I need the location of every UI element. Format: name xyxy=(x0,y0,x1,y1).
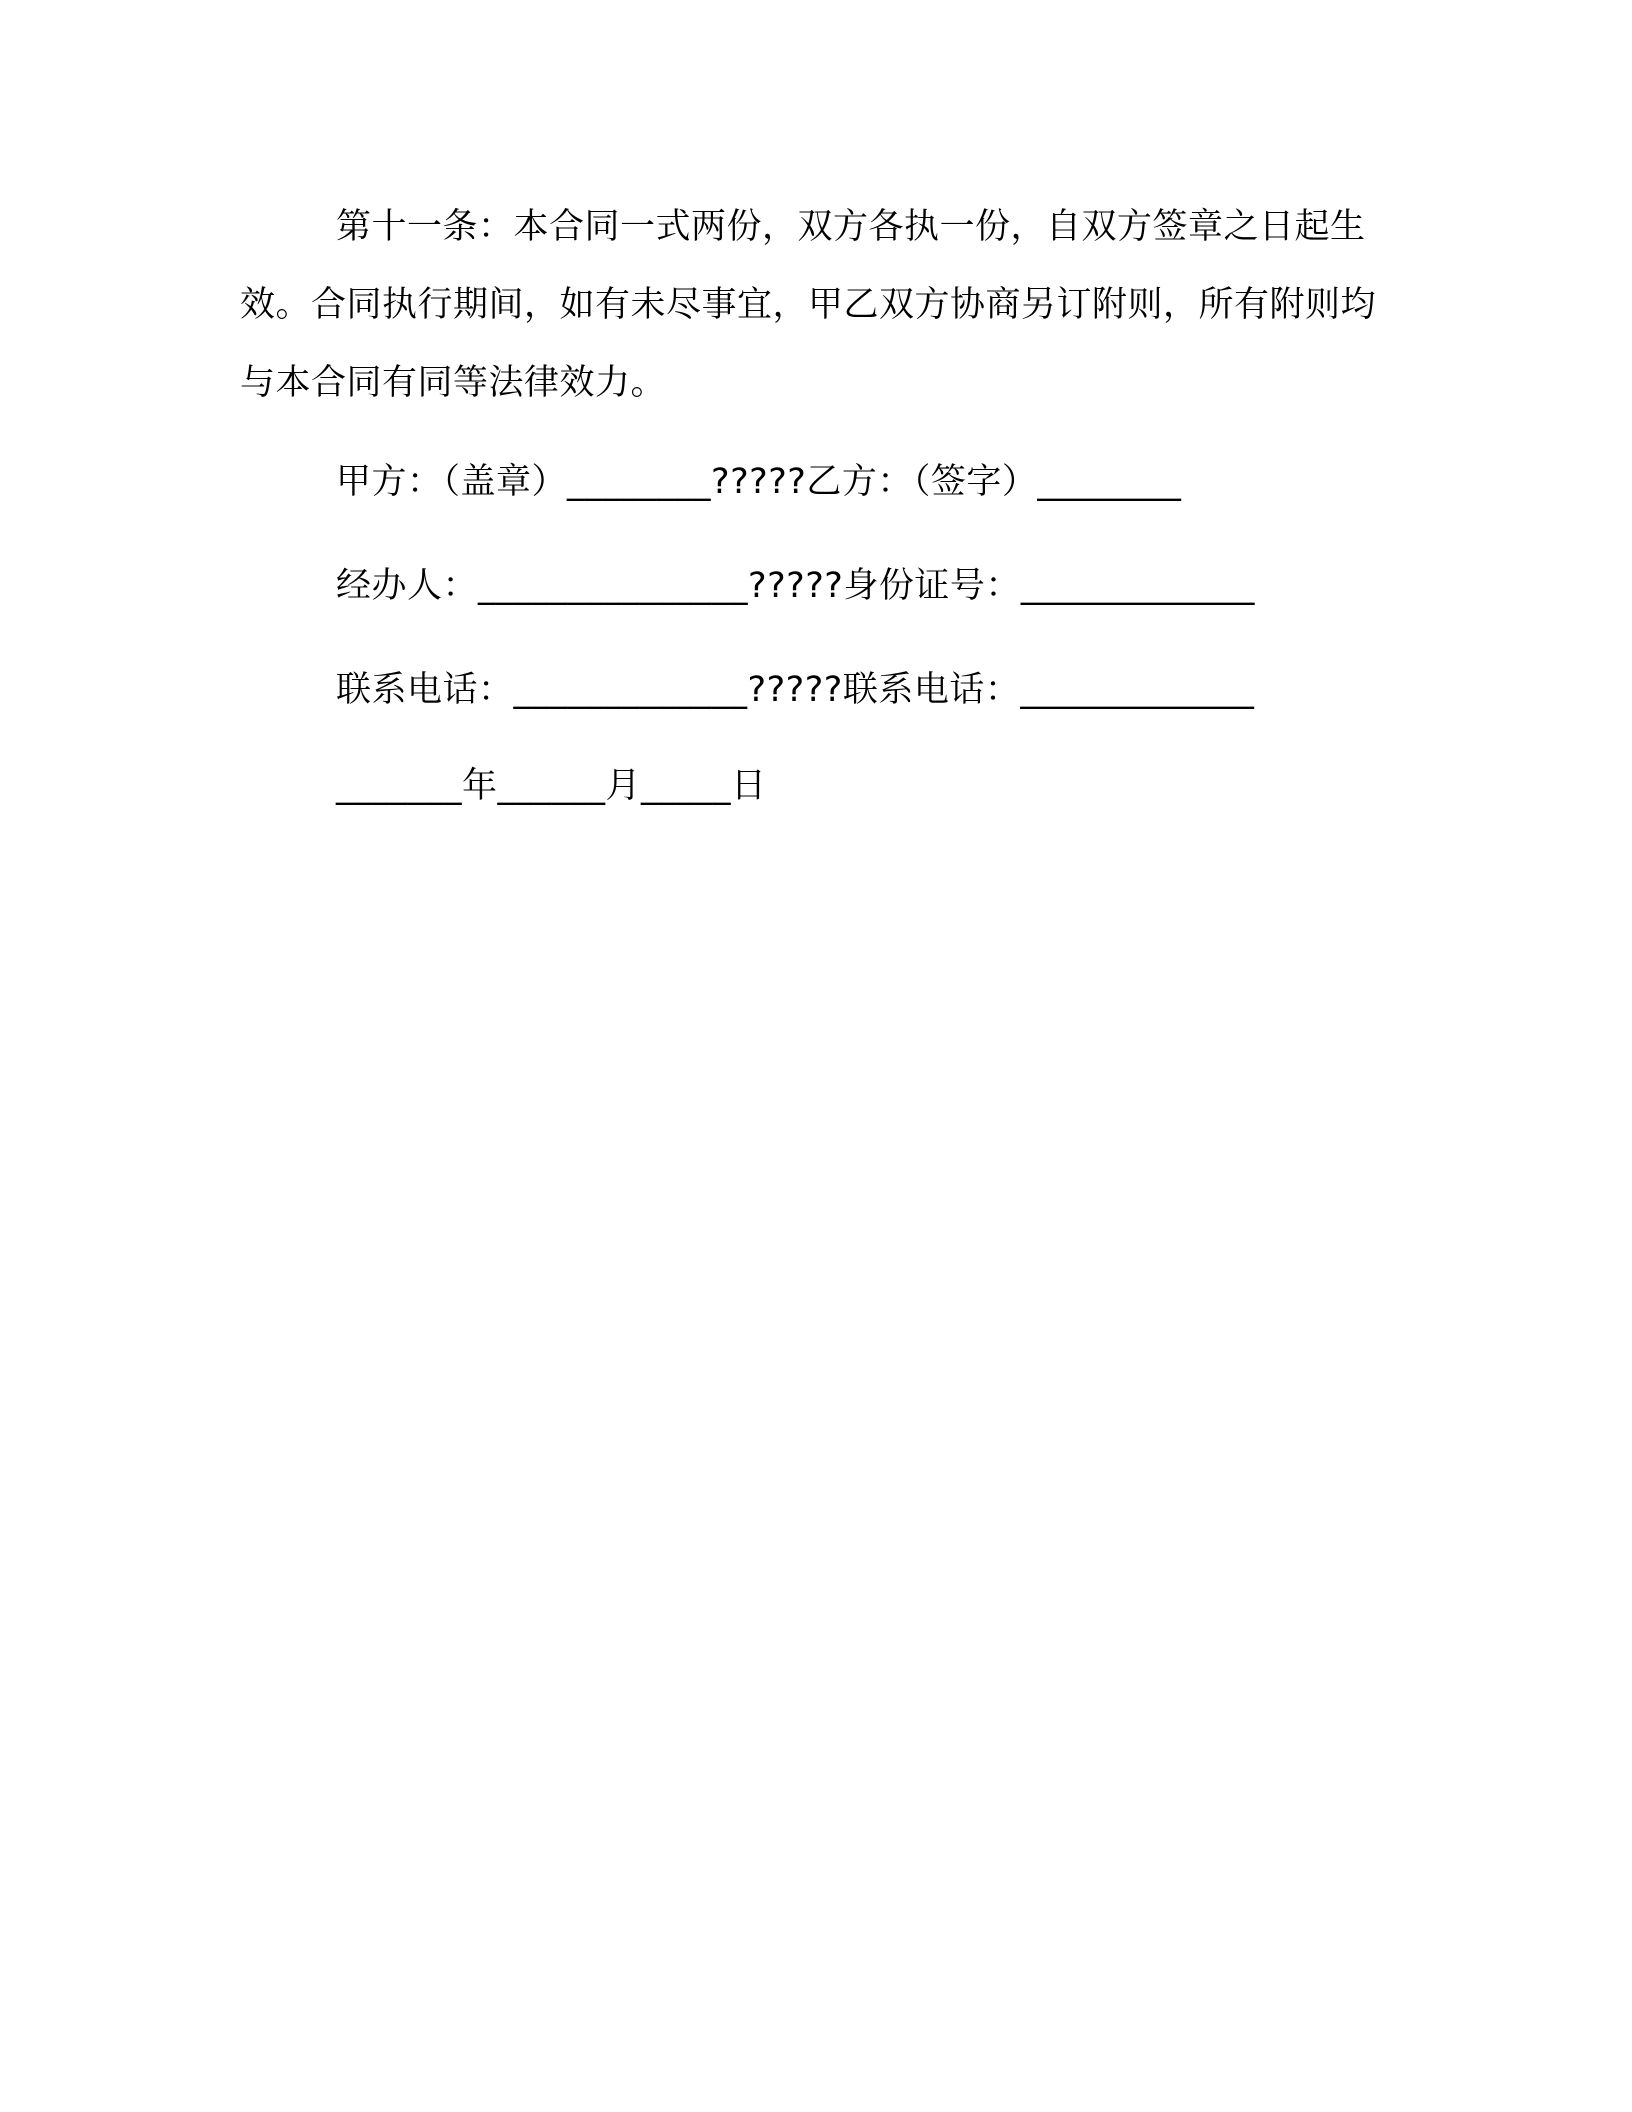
clause-eleven-paragraph: 第十一条：本合同一式两份，双方各执一份，自双方签章之日起生效。合同执行期间，如有未尽事宜，甲乙双方协商另订附则，所有附则均与本合同有同等法律效力。 xyxy=(240,207,1377,403)
party-a-b-signature-line: 甲方：（盖章）________?????乙方：（签字）________ xyxy=(336,462,1182,502)
date-line: _______年______月_____日 xyxy=(336,766,767,806)
agent-id-number-line: 经办人：_______________?????身份证号：_____________ xyxy=(336,566,1255,606)
contact-phone-line: 联系电话：_____________?????联系电话：_____________ xyxy=(336,670,1255,710)
